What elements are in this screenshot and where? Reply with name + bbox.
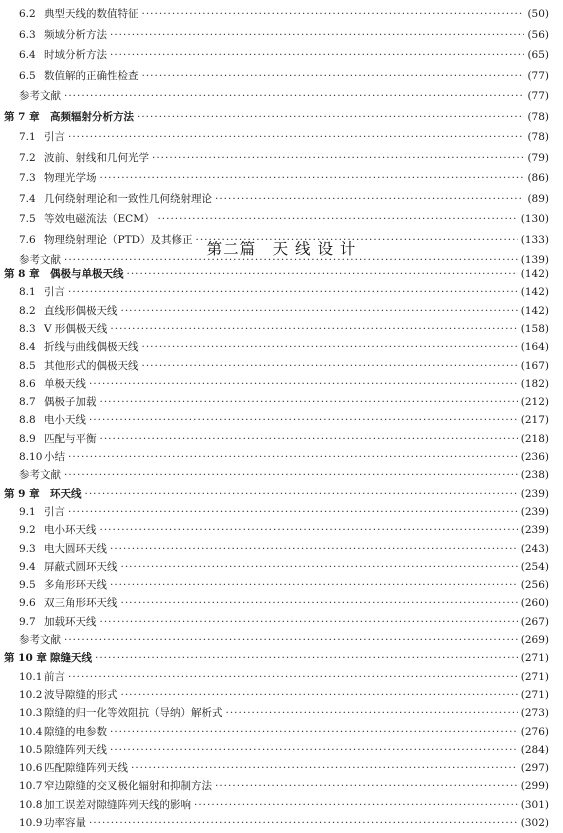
entry-title: 波导隙缝的形式	[44, 688, 118, 701]
entry-title: 参考文献	[19, 90, 61, 102]
entry-page-number: (56)	[527, 28, 549, 41]
entry-title: 时域分析方法	[44, 49, 107, 61]
entry-number: 9.1	[19, 505, 36, 518]
dot-leader	[121, 557, 518, 577]
entry-page-number: (299)	[520, 780, 549, 793]
entry-page-number: (217)	[520, 414, 549, 427]
entry-number: 8.2	[19, 304, 36, 317]
toc-section-entry[interactable]	[0, 557, 563, 577]
entry-page-number: (212)	[520, 396, 549, 409]
entry-number: 8.10	[19, 451, 43, 463]
dot-leader	[89, 374, 518, 394]
entry-page-number: (301)	[520, 798, 549, 811]
toc-section-entry[interactable]	[0, 374, 563, 394]
entry-number: 第 9 章	[4, 487, 40, 500]
entry-page-number: (77)	[527, 90, 549, 102]
entry-page-number: (142)	[520, 268, 549, 280]
entry-title: 引言	[44, 286, 65, 299]
entry-title: 加工误差对隙缝阵列天线的影响	[44, 798, 191, 811]
toc-section-entry[interactable]	[0, 776, 563, 796]
entry-page-number: (142)	[520, 286, 549, 299]
entry-page-number: (182)	[520, 377, 549, 390]
dot-leader	[110, 319, 517, 339]
entry-page-number: (142)	[520, 304, 549, 317]
entry-title: 电小天线	[44, 414, 86, 427]
entry-title: 高频辐射分析方法	[50, 110, 134, 123]
entry-number: 6.2	[19, 8, 36, 20]
dot-leader	[194, 795, 518, 815]
entry-page-number: (271)	[520, 670, 549, 683]
entry-page-number: (269)	[520, 634, 549, 646]
dot-leader	[100, 392, 518, 412]
dot-leader	[68, 282, 518, 302]
entry-title: 加载环天线	[44, 615, 97, 628]
entry-number: 8.9	[19, 432, 36, 445]
toc-references-entry[interactable]	[0, 86, 563, 106]
dot-leader	[68, 502, 518, 522]
dot-leader	[152, 148, 524, 168]
entry-number: 6.3	[19, 28, 36, 41]
entry-number: 9.5	[19, 579, 36, 592]
entry-number: 10.8	[19, 798, 43, 811]
entry-number: 7.6	[19, 233, 36, 246]
entry-page-number: (78)	[527, 110, 549, 123]
entry-number: 10.5	[19, 743, 43, 756]
entry-title: 小结	[44, 451, 65, 463]
entry-page-number: (77)	[527, 69, 549, 82]
dot-leader	[68, 447, 518, 467]
toc-chapter-entry[interactable]	[0, 648, 563, 668]
entry-title: 其他形式的偶极天线	[44, 359, 139, 372]
entry-page-number: (284)	[520, 743, 549, 756]
dot-leader	[215, 776, 518, 796]
dot-leader	[142, 356, 518, 376]
toc-section-entry[interactable]	[0, 189, 563, 209]
entry-number: 7.4	[19, 192, 36, 205]
entry-number: 9.2	[19, 524, 36, 537]
entry-title: 电小环天线	[44, 524, 97, 537]
entry-number: 6.5	[19, 69, 36, 82]
entry-page-number: (254)	[520, 560, 549, 573]
dot-leader	[121, 593, 518, 613]
toc-section-entry[interactable]	[0, 520, 563, 540]
entry-title: 参考文献	[19, 254, 61, 266]
entry-number: 8.1	[19, 286, 36, 299]
toc-section-entry[interactable]	[0, 209, 563, 229]
dot-leader	[142, 66, 525, 86]
entry-number: 6.4	[19, 49, 36, 61]
dot-leader	[110, 722, 518, 742]
entry-title: 隙缝的电参数	[44, 725, 107, 738]
toc-section-entry[interactable]	[0, 593, 563, 613]
toc-section-entry[interactable]	[0, 447, 563, 467]
entry-number: 10.3	[19, 707, 43, 720]
dot-leader	[64, 465, 518, 485]
entry-title: 偶极与单极天线	[50, 268, 124, 280]
entry-page-number: (271)	[520, 688, 549, 701]
entry-page-number: (276)	[520, 725, 549, 738]
dot-leader	[95, 648, 518, 668]
entry-page-number: (271)	[520, 652, 549, 665]
entry-number: 第 8 章	[4, 268, 40, 280]
entry-page-number: (238)	[520, 469, 549, 482]
entry-title: 匹配与平衡	[44, 432, 97, 445]
entry-title: 匹配隙缝阵列天线	[44, 762, 128, 775]
entry-title: 窄边隙缝的交叉极化辐射和抑制方法	[44, 780, 212, 793]
dot-leader	[100, 520, 518, 540]
toc-section-entry[interactable]	[0, 758, 563, 778]
dot-leader	[121, 685, 518, 705]
entry-page-number: (239)	[520, 505, 549, 518]
entry-page-number: (133)	[520, 233, 549, 246]
toc-section-entry[interactable]	[0, 127, 563, 147]
entry-number: 8.3	[19, 322, 36, 335]
dot-leader	[100, 612, 518, 632]
entry-title: 频域分析方法	[44, 28, 107, 41]
dot-leader	[100, 429, 518, 449]
dot-leader	[110, 45, 524, 65]
dot-leader	[215, 189, 524, 209]
toc-section-entry[interactable]	[0, 168, 563, 188]
toc-section-entry[interactable]	[0, 319, 563, 339]
entry-number: 10.1	[19, 670, 43, 683]
toc-references-entry[interactable]	[0, 465, 563, 485]
entry-title: 典型天线的数值特征	[44, 8, 139, 20]
dot-leader	[110, 25, 524, 45]
dot-leader	[110, 740, 518, 760]
entry-page-number: (267)	[520, 615, 549, 628]
entry-title: 双三角形环天线	[44, 597, 118, 610]
dot-leader	[121, 301, 518, 321]
dot-leader	[157, 209, 517, 229]
toc-section-entry[interactable]	[0, 539, 563, 559]
entry-title: 多角形环天线	[44, 579, 107, 592]
toc-section-entry[interactable]	[0, 667, 563, 687]
toc-section-entry[interactable]	[0, 813, 563, 833]
entry-page-number: (167)	[520, 359, 549, 372]
toc-chapter-entry[interactable]	[0, 484, 563, 504]
toc-section-entry[interactable]	[0, 282, 563, 302]
entry-number: 9.4	[19, 560, 36, 573]
entry-title: 直线形偶极天线	[44, 304, 118, 317]
dot-leader	[68, 127, 524, 147]
entry-number: 10.2	[19, 688, 43, 701]
dot-leader	[142, 4, 525, 24]
entry-title: V 形偶极天线	[44, 322, 108, 335]
entry-number: 9.3	[19, 542, 36, 555]
entry-number: 7.5	[19, 213, 36, 225]
toc-section-entry[interactable]	[0, 410, 563, 430]
entry-page-number: (79)	[527, 151, 549, 164]
toc-section-entry[interactable]	[0, 392, 563, 412]
toc-chapter-entry[interactable]	[0, 107, 563, 127]
entry-number: 8.4	[19, 341, 36, 354]
entry-title: 隙缝的归一化等效阻抗（导纳）解析式	[44, 707, 223, 720]
toc-section-entry[interactable]	[0, 230, 563, 250]
toc-chapter-entry[interactable]	[0, 264, 563, 284]
toc-section-entry[interactable]	[0, 685, 563, 705]
dot-leader	[137, 107, 524, 127]
entry-title: 物理绕射理论（PTD）及其修正	[44, 233, 193, 246]
entry-number: 8.8	[19, 414, 36, 427]
entry-page-number: (218)	[520, 432, 549, 445]
dot-leader	[89, 410, 518, 430]
part-title: 第二篇 天 线 设 计	[206, 240, 357, 258]
dot-leader	[89, 813, 518, 833]
entry-page-number: (239)	[520, 487, 549, 500]
toc-section-entry[interactable]	[0, 502, 563, 522]
dot-leader	[64, 630, 518, 650]
dot-leader	[110, 575, 518, 595]
entry-title: 环天线	[50, 487, 82, 500]
dot-leader	[110, 539, 518, 559]
entry-title: 几何绕射理论和一致性几何绕射理论	[44, 192, 212, 205]
entry-number: 8.6	[19, 377, 36, 390]
toc-section-entry[interactable]	[0, 429, 563, 449]
toc-references-entry[interactable]	[0, 630, 563, 650]
toc-section-entry[interactable]	[0, 337, 563, 357]
entry-number: 10.9	[19, 817, 43, 829]
entry-title: 折线与曲线偶极天线	[44, 341, 139, 354]
entry-number: 10.7	[19, 780, 43, 793]
toc-section-entry[interactable]	[0, 66, 563, 86]
entry-title: 屏蔽式圆环天线	[44, 560, 118, 573]
entry-number: 10.4	[19, 725, 43, 738]
dot-leader	[64, 86, 524, 106]
entry-page-number: (239)	[520, 524, 549, 537]
toc-section-entry[interactable]	[0, 740, 563, 760]
toc-section-entry[interactable]	[0, 575, 563, 595]
toc-section-entry[interactable]	[0, 148, 563, 168]
toc-section-entry[interactable]	[0, 703, 563, 723]
entry-number: 9.6	[19, 597, 36, 610]
entry-page-number: (78)	[527, 131, 549, 143]
entry-page-number: (158)	[520, 322, 549, 335]
entry-number: 7.1	[19, 131, 36, 143]
entry-number: 8.5	[19, 359, 36, 372]
dot-leader	[85, 484, 518, 504]
dot-leader	[127, 264, 518, 284]
entry-page-number: (89)	[527, 192, 549, 205]
entry-page-number: (273)	[520, 707, 549, 720]
entry-title: 波前、射线和几何光学	[44, 151, 149, 164]
entry-page-number: (86)	[527, 172, 549, 184]
entry-page-number: (50)	[527, 8, 549, 20]
entry-number: 7.3	[19, 172, 36, 184]
dot-leader	[100, 168, 525, 188]
entry-title: 电大圆环天线	[44, 542, 107, 555]
dot-leader	[142, 337, 518, 357]
toc-section-entry[interactable]	[0, 356, 563, 376]
entry-title: 数值解的正确性检查	[44, 69, 139, 82]
entry-page-number: (256)	[520, 579, 549, 592]
entry-number: 9.7	[19, 615, 36, 628]
dot-leader	[68, 667, 518, 687]
entry-page-number: (297)	[520, 762, 549, 775]
entry-title: 前言	[44, 670, 65, 683]
dot-leader	[131, 758, 518, 778]
dot-leader	[226, 703, 518, 723]
toc-section-entry[interactable]	[0, 4, 563, 24]
entry-title: 功率容量	[44, 817, 86, 829]
entry-page-number: (65)	[527, 49, 549, 61]
entry-number: 第 10 章	[4, 652, 47, 665]
entry-title: 物理光学场	[44, 172, 97, 184]
toc-section-entry[interactable]	[0, 722, 563, 742]
entry-title: 隙缝阵列天线	[44, 743, 107, 756]
entry-title: 偶极子加载	[44, 396, 97, 409]
entry-number: 第 7 章	[4, 110, 40, 123]
entry-title: 参考文献	[19, 634, 61, 646]
toc-section-entry[interactable]	[0, 25, 563, 45]
toc-section-entry[interactable]	[0, 45, 563, 65]
entry-page-number: (302)	[520, 817, 549, 829]
entry-page-number: (236)	[520, 451, 549, 463]
entry-page-number: (130)	[520, 213, 549, 225]
entry-page-number: (260)	[520, 597, 549, 610]
entry-number: 7.2	[19, 151, 36, 164]
entry-title: 参考文献	[19, 469, 61, 482]
entry-title: 等效电磁流法（ECM）	[44, 213, 155, 225]
toc-section-entry[interactable]	[0, 612, 563, 632]
toc-section-entry[interactable]	[0, 795, 563, 815]
entry-page-number: (243)	[520, 542, 549, 555]
entry-page-number: (164)	[520, 341, 549, 354]
entry-title: 单极天线	[44, 377, 86, 390]
toc-section-entry[interactable]	[0, 301, 563, 321]
entry-title: 引言	[44, 131, 65, 143]
entry-page-number: (139)	[520, 254, 549, 266]
entry-title: 隙缝天线	[50, 652, 92, 665]
entry-number: 8.7	[19, 396, 36, 409]
entry-number: 10.6	[19, 762, 43, 775]
entry-title: 引言	[44, 505, 65, 518]
dot-leader	[196, 230, 518, 250]
